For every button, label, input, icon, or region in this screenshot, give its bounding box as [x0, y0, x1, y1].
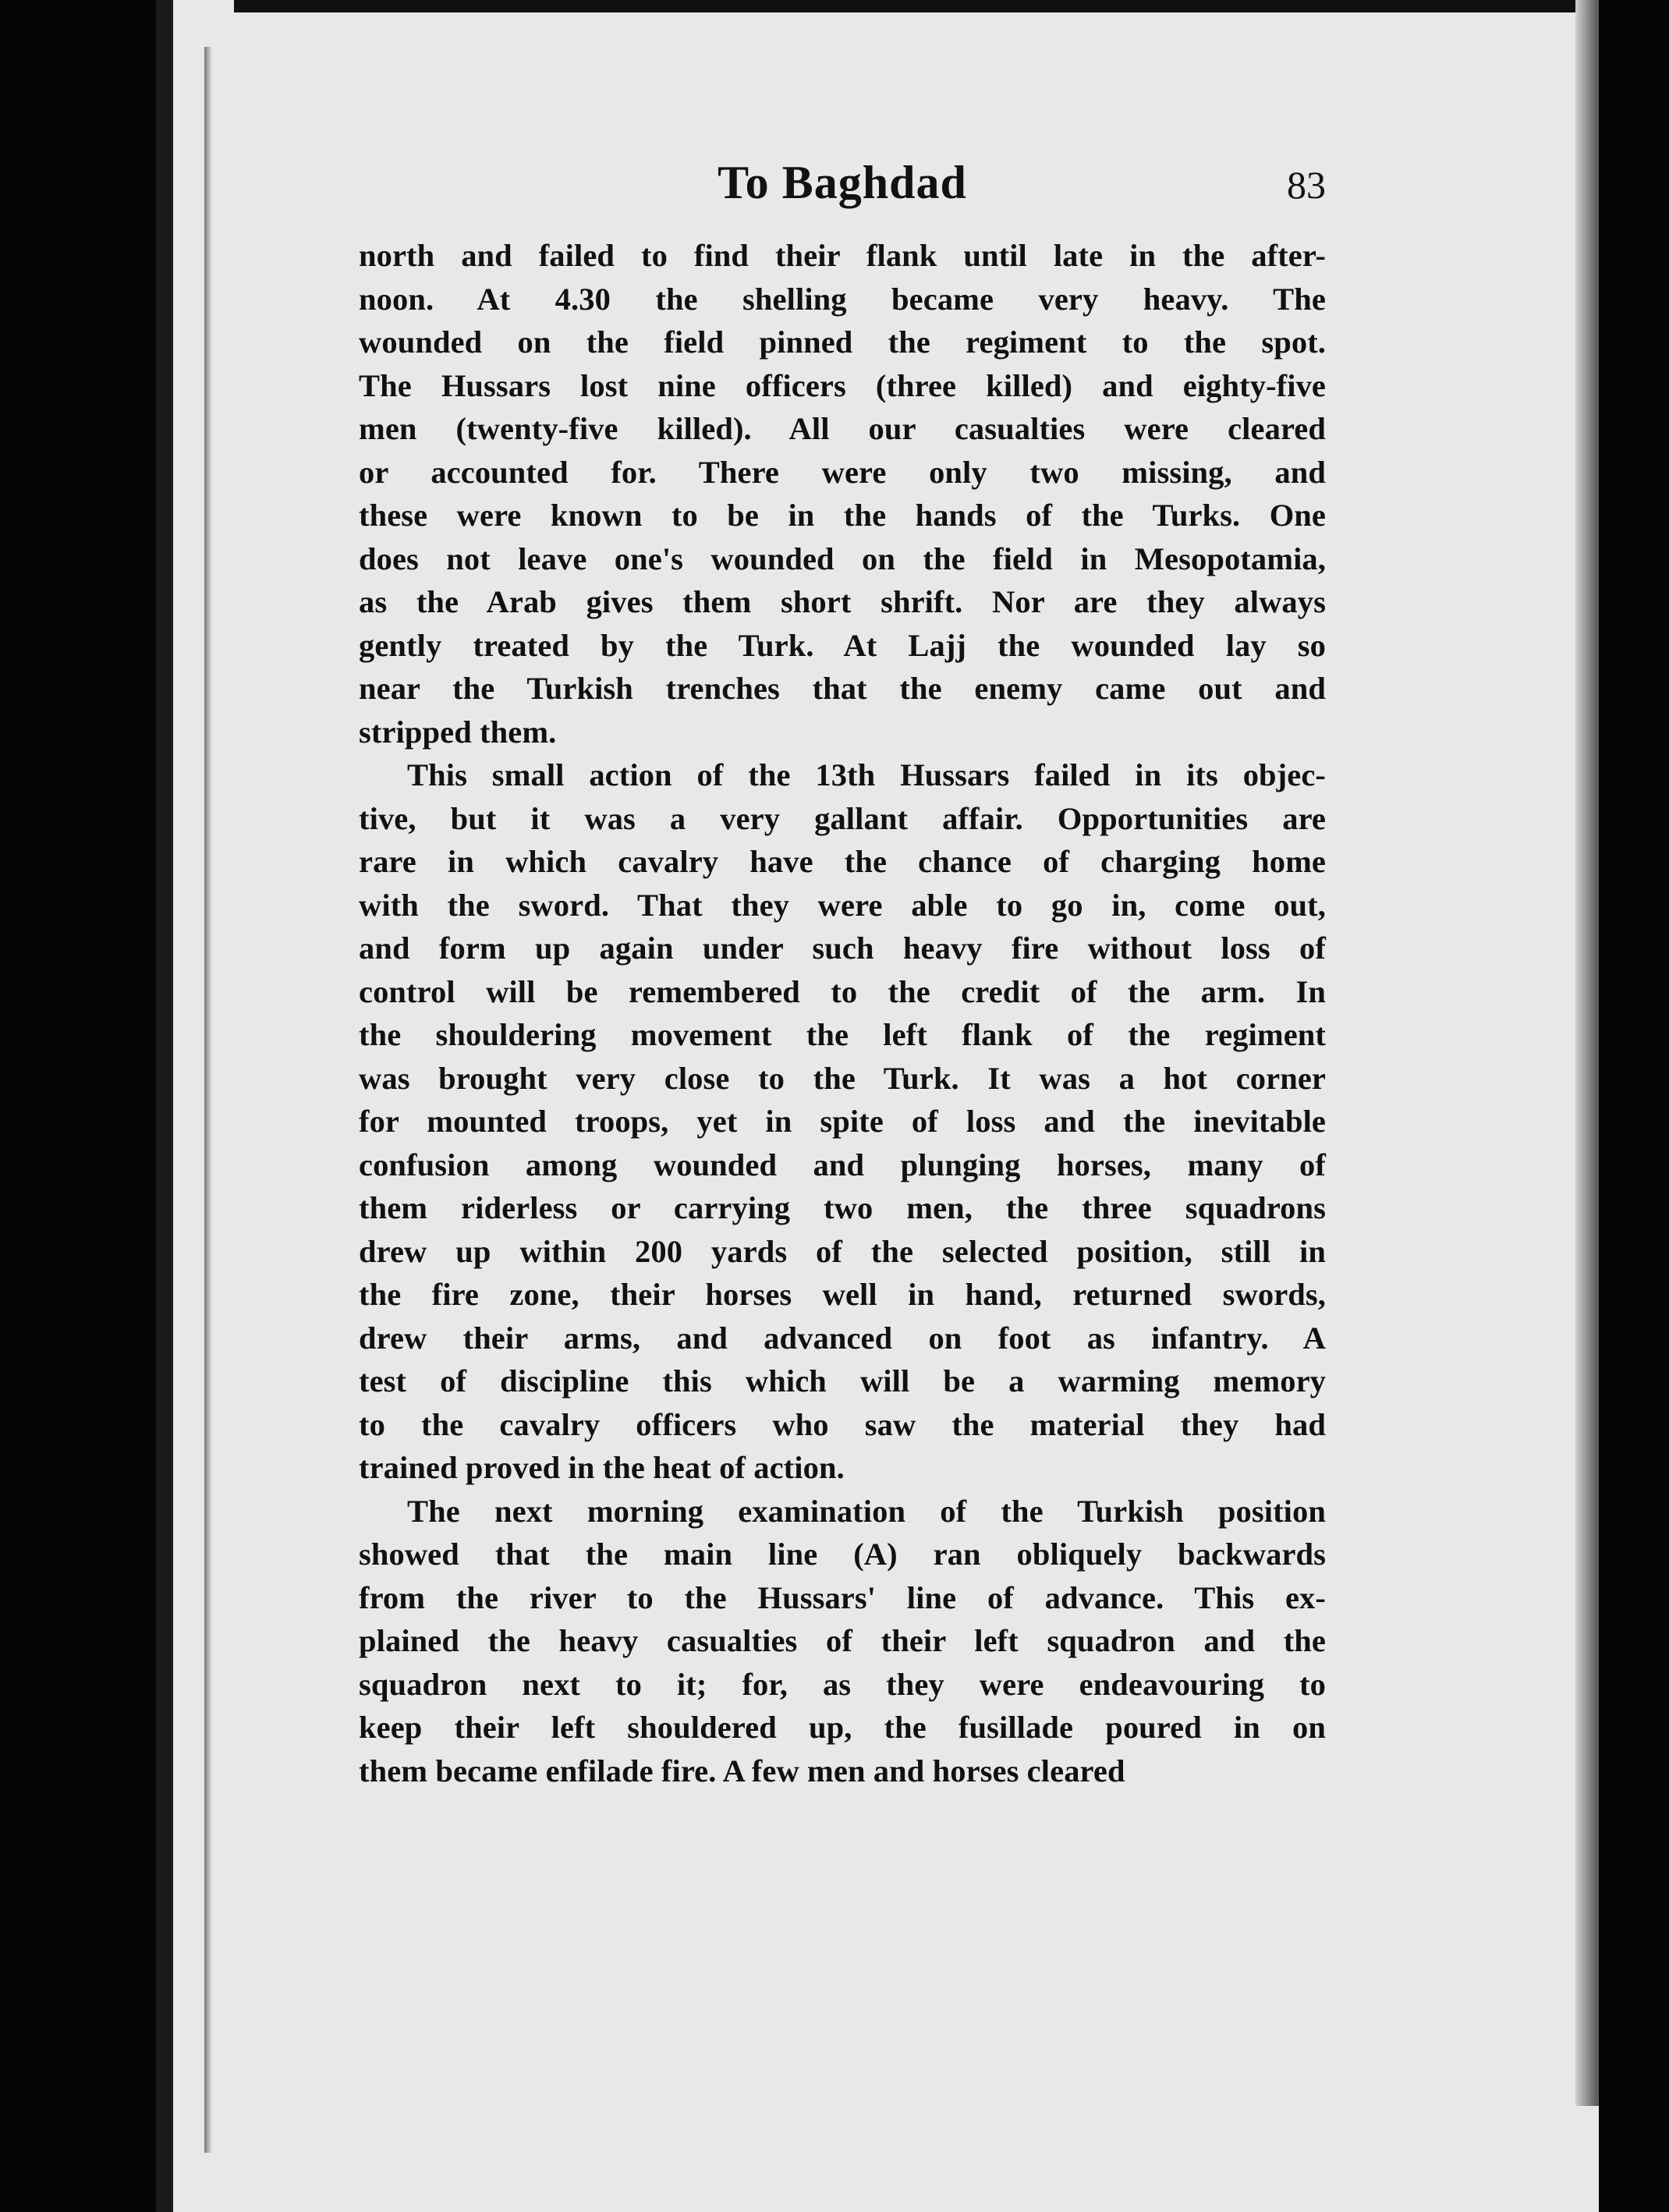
text-line: from the river to the Hussars' line of advance. This ex-	[359, 1579, 1326, 1615]
text-line: The next morning examination of the Turkish position	[407, 1493, 1326, 1529]
text-line: showed that the main line (A) ran obliquely backwards	[359, 1537, 1326, 1572]
running-title: To Baghdad	[718, 157, 967, 208]
text-line: does not leave one's wounded on the field in Mesopotamia,	[359, 541, 1326, 576]
text-line: drew up within 200 yards of the selected position, still in	[359, 1233, 1326, 1269]
text-line: men (twenty-five killed). All our casualties were cleared	[359, 411, 1326, 446]
text-line: rare in which cavalry have the chance of charging home	[359, 844, 1326, 879]
text-line: them riderless or carrying two men, the three squadrons	[359, 1190, 1326, 1225]
text-line: test of discipline this which will be a warming memory	[359, 1363, 1326, 1398]
scan-left-border	[0, 0, 156, 2212]
text-line: near the Turkish trenches that the enemy came out and	[359, 671, 1326, 706]
text-line: the fire zone, their horses well in hand, returned swords,	[359, 1277, 1326, 1312]
text-line: control will be remembered to the credit of the arm. In	[359, 973, 1326, 1009]
text-line: the shouldering movement the left flank of the regiment	[359, 1017, 1326, 1052]
page-header	[359, 148, 1326, 218]
text-line: these were known to be in the hands of the Turks. One	[359, 498, 1326, 533]
scan-right-border	[1599, 0, 1669, 2212]
text-line: wounded on the field pinned the regiment to the spot.	[359, 324, 1326, 360]
text-line: was brought very close to the Turk. It was a hot corner	[359, 1060, 1326, 1096]
paragraph	[359, 753, 1326, 1490]
paragraph	[359, 1490, 1326, 1793]
text-line: them became enfilade fire. A few men and horses cleared	[359, 1753, 1125, 1788]
text-line: gently treated by the Turk. At Lajj the wounded lay so	[359, 627, 1326, 663]
text-line: confusion among wounded and plunging horses, many of	[359, 1147, 1326, 1182]
text-line: squadron next to it; for, as they were endeavouring to	[359, 1666, 1326, 1702]
binding-shadow	[204, 47, 212, 2153]
text-line: tive, but it was a very gallant affair. Opportunities are	[359, 800, 1326, 836]
text-line: trained proved in the heat of action.	[359, 1450, 845, 1485]
text-line: keep their left shouldered up, the fusillade poured in on	[359, 1710, 1326, 1745]
text-line: with the sword. That they were able to go in, come out,	[359, 887, 1326, 923]
text-line: north and failed to find their flank until late in the after-	[359, 238, 1326, 273]
text-line: plained the heavy casualties of their left squadron and the	[359, 1623, 1326, 1658]
text-line: stripped them.	[359, 714, 557, 750]
scan-top-border	[234, 0, 1607, 12]
body-text	[359, 234, 1326, 1792]
text-line: or accounted for. There were only two missing, and	[359, 454, 1326, 490]
text-line: for mounted troops, yet in spite of loss and the inevitable	[359, 1104, 1326, 1139]
text-line: as the Arab gives them short shrift. Nor are they always	[359, 584, 1326, 619]
text-line: noon. At 4.30 the shelling became very heavy. The	[359, 281, 1326, 317]
text-line: to the cavalry officers who saw the material they had	[359, 1406, 1326, 1442]
text-line: The Hussars lost nine officers (three killed) and eighty-five	[359, 367, 1326, 403]
paragraph	[359, 234, 1326, 753]
text-line: and form up again under such heavy fire without loss of	[359, 931, 1326, 966]
text-line: This small action of the 13th Hussars failed in its objec-	[407, 757, 1326, 792]
page-number: 83	[1287, 163, 1326, 207]
text-line: drew their arms, and advanced on foot as infantry. A	[359, 1320, 1326, 1356]
